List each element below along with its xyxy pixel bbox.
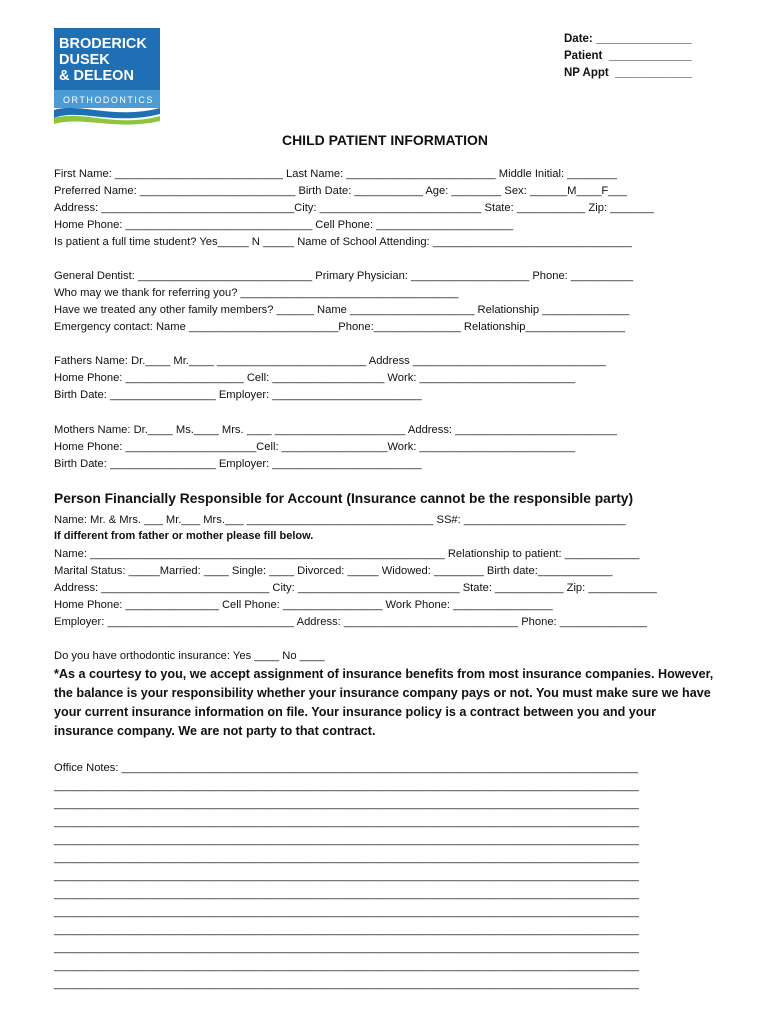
referral-row[interactable]: Who may we thank for referring you? ___________________________________ (54, 287, 459, 299)
courtesy-notice (54, 665, 719, 741)
dentist-row[interactable]: General Dentist: ____________________________ Primary Physician: ___________________ Phone: __________ (54, 270, 634, 282)
office-notes-label[interactable]: Office Notes: ___________________________________________________________________________________ (54, 762, 638, 774)
father-birth-row[interactable]: Birth Date: _________________ Employer: ________________________ (54, 389, 422, 401)
notes-line[interactable]: ______________________________________________________________________________________________ (54, 978, 639, 990)
student-row[interactable]: Is patient a full time student? Yes_____ N _____ Name of School Attending: ________________________________ (54, 236, 632, 248)
form-title: CHILD PATIENT INFORMATION (281, 132, 489, 148)
notes-line[interactable]: ______________________________________________________________________________________________ (54, 780, 639, 792)
patient-field[interactable]: Patient _____________ (564, 50, 692, 62)
logo-graphic (54, 28, 160, 128)
address-row[interactable]: Address: _______________________________City: __________________________ State: ___________ Zip: _______ (54, 202, 654, 214)
notes-line[interactable]: ______________________________________________________________________________________________ (54, 960, 639, 972)
mother-phone-row[interactable]: Home Phone: _____________________Cell: _________________Work: _________________________ (54, 441, 576, 453)
notes-line[interactable]: ______________________________________________________________________________________________ (54, 798, 639, 810)
office-use-header (564, 31, 692, 82)
courtesy-paragraph: *As a courtesy to you, we accept assignment of insurance benefits from most insurance companies. However, the balance is your responsibility whether your insurance company pays or not. You must make sure we have your current insurance information on file. Your insurance policy is a contract between you and your insurance company. We are not party to that contract. (54, 667, 714, 738)
logo-tagline: ORTHODONTICS (63, 95, 154, 105)
financial-subheading: If different from father or mother please fill below. (54, 530, 314, 542)
emergency-contact-row[interactable]: Emergency contact: Name ________________________Phone:______________ Relationship________________ (54, 321, 626, 333)
logo-line2: DUSEK (59, 52, 110, 68)
resp-employer-row[interactable]: Employer: ______________________________ Address: ____________________________ Phone: ______________ (54, 616, 647, 628)
resp-address-row[interactable]: Address: ___________________________ City: __________________________ State: ___________ Zip: ___________ (54, 582, 657, 594)
father-phone-row[interactable]: Home Phone: ___________________ Cell: __________________ Work: _________________________ (54, 372, 576, 384)
insurance-question[interactable]: Do you have orthodontic insurance: Yes ____ No ____ (54, 650, 325, 662)
notes-line[interactable]: ______________________________________________________________________________________________ (54, 888, 639, 900)
date-field[interactable]: Date: _______________ (564, 33, 692, 45)
family-members-row[interactable]: Have we treated any other family members? ______ Name ____________________ Relationship ______________ (54, 304, 630, 316)
notes-line[interactable]: ______________________________________________________________________________________________ (54, 906, 639, 918)
logo-line1: BRODERICK (59, 36, 147, 52)
logo-line3: & DELEON (59, 68, 134, 84)
first-name-row[interactable]: First Name: ___________________________ Last Name: ________________________ Middle Initial: ________ (54, 168, 617, 180)
resp-phone-row[interactable]: Home Phone: _______________ Cell Phone: ________________ Work Phone: ________________ (54, 599, 553, 611)
notes-line[interactable]: ______________________________________________________________________________________________ (54, 924, 639, 936)
father-name-row[interactable]: Fathers Name: Dr.____ Mr.____ ________________________ Address _______________________________ (54, 355, 606, 367)
financial-heading: Person Financially Responsible for Account (Insurance cannot be the responsible party) (54, 491, 634, 506)
financial-name-row[interactable]: Name: Mr. & Mrs. ___ Mr.___ Mrs.___ ______________________________ SS#: __________________________ (54, 514, 626, 526)
marital-status-row[interactable]: Marital Status: _____Married: ____ Single: ____ Divorced: _____ Widowed: ________ Birth date:____________ (54, 565, 613, 577)
notes-line[interactable]: ______________________________________________________________________________________________ (54, 942, 639, 954)
notes-line[interactable]: ______________________________________________________________________________________________ (54, 852, 639, 864)
practice-logo (54, 28, 160, 128)
mother-birth-row[interactable]: Birth Date: _________________ Employer: ________________________ (54, 458, 422, 470)
resp-name-row[interactable]: Name: _________________________________________________________ Relationship to patient: ____________ (54, 548, 640, 560)
preferred-name-row[interactable]: Preferred Name: _________________________ Birth Date: ___________ Age: ________ Sex: ______M____F___ (54, 185, 627, 197)
notes-line[interactable]: ______________________________________________________________________________________________ (54, 870, 639, 882)
np-appt-field[interactable]: NP Appt ____________ (564, 67, 692, 79)
mother-name-row[interactable]: Mothers Name: Dr.____ Ms.____ Mrs. ____ _____________________ Address: __________________________ (54, 424, 617, 436)
phone-row[interactable]: Home Phone: ______________________________ Cell Phone: ______________________ (54, 219, 514, 231)
notes-line[interactable]: ______________________________________________________________________________________________ (54, 816, 639, 828)
notes-line[interactable]: ______________________________________________________________________________________________ (54, 834, 639, 846)
